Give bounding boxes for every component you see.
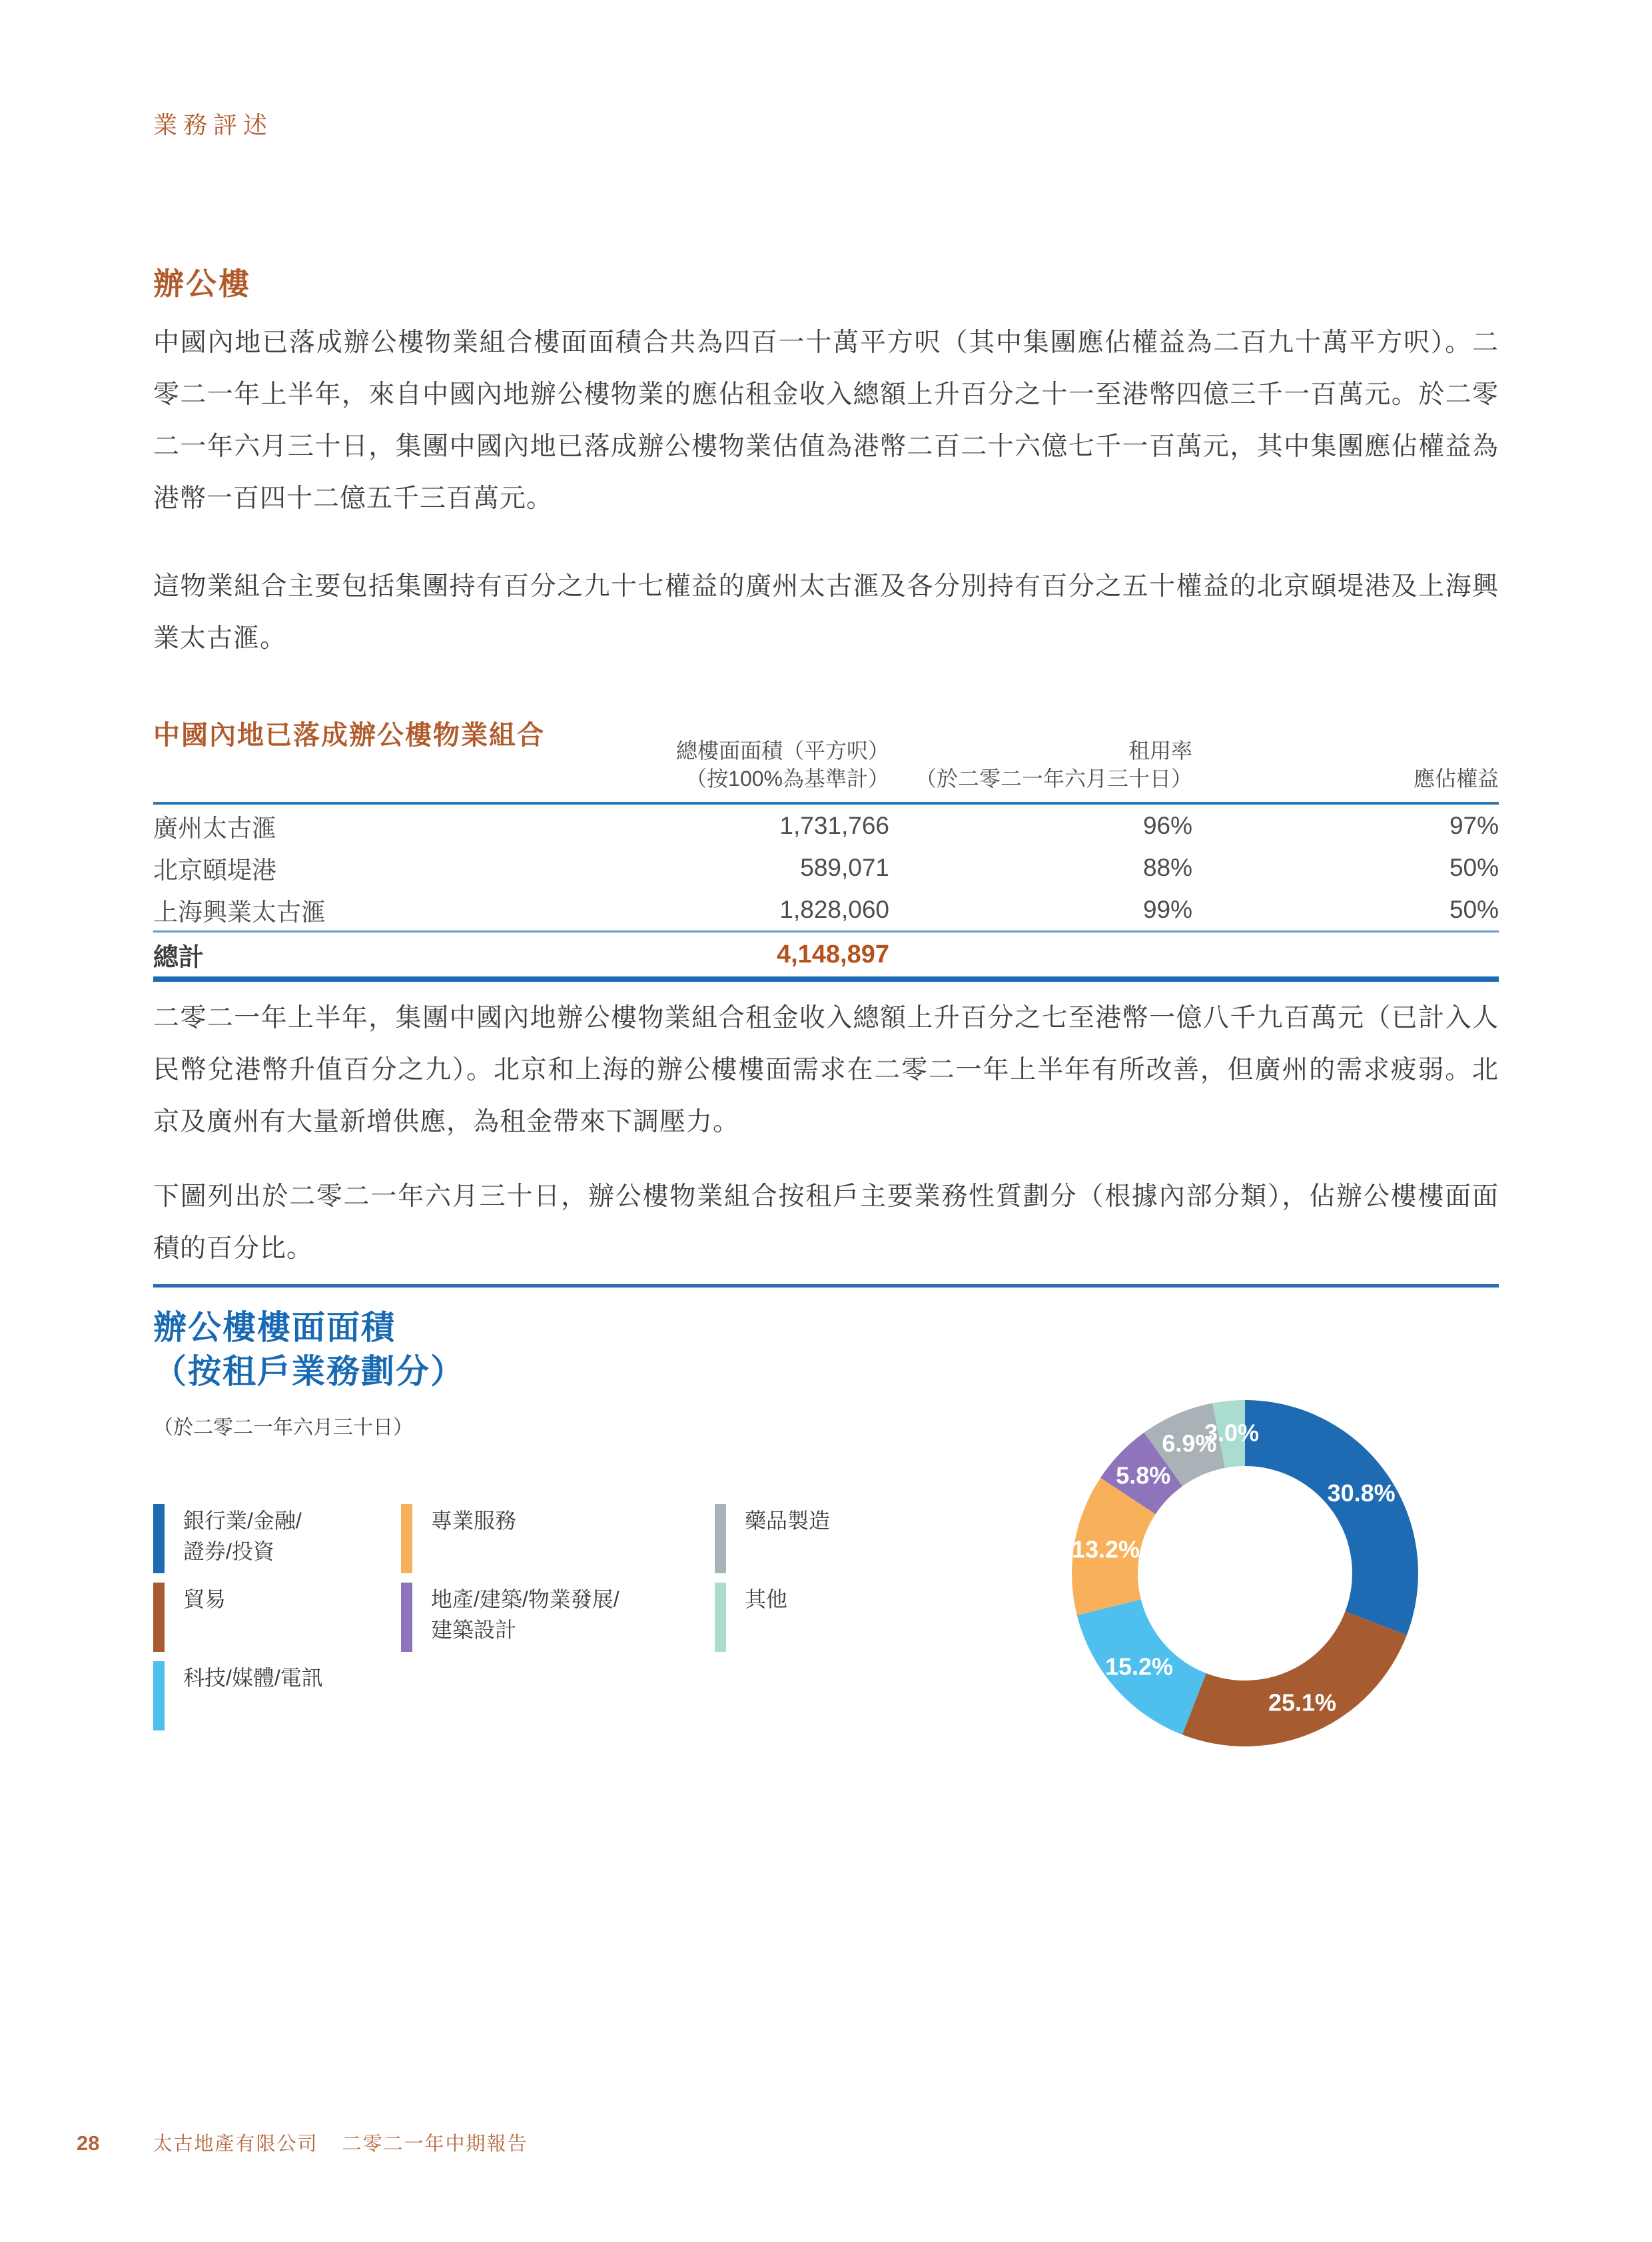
table-title: 中國內地已落成辦公樓物業組合 bbox=[153, 721, 545, 750]
table-header-interest: 應佔權益 bbox=[1413, 767, 1499, 791]
table-header-gfa: 總樓面面積（平方呎） （按100%為基準計） bbox=[675, 739, 889, 791]
legend-item bbox=[153, 1504, 401, 1573]
legend-column bbox=[153, 1504, 401, 1730]
legend-swatch bbox=[715, 1583, 726, 1652]
legend-column bbox=[715, 1504, 995, 1730]
property-name: 上海興業太古滙 bbox=[153, 898, 326, 926]
legend-item bbox=[401, 1504, 715, 1573]
interest-value: 50% bbox=[1449, 895, 1499, 923]
occupancy-value: 96% bbox=[1142, 811, 1192, 839]
legend-swatch bbox=[401, 1504, 412, 1573]
portfolio-table bbox=[153, 737, 1499, 982]
gfa-value: 589,071 bbox=[800, 853, 889, 881]
page-header: 業務評述 bbox=[153, 111, 274, 139]
table-row bbox=[153, 889, 1499, 931]
interest-value: 50% bbox=[1449, 853, 1499, 881]
occupancy-value: 99% bbox=[1142, 895, 1192, 923]
paragraph-4: 下圖列出於二零二一年六月三十日，辦公樓物業組合按租戶主要業務性質劃分（根據內部分類），佔辦公樓樓面面積的百分比。 bbox=[153, 1182, 1499, 1263]
table-row bbox=[153, 805, 1499, 847]
section-title: 辦公樓 bbox=[153, 266, 251, 301]
interest-value: 97% bbox=[1449, 811, 1499, 839]
paragraph-1: 中國內地已落成辦公樓物業組合樓面面積合共為四百一十萬平方呎（其中集團應佔權益為二百九十萬平方呎）。二零二一年上半年，來自中國內地辦公樓物業的應佔租金收入總額上升百分之十一至港幣四億三千一百萬元。於二零二一年六月三十日，集團中國內地已落成辦公樓物業估值為港幣二百二十六億七千一百萬元，其中集團應佔權益為港幣一百四十二億五千三百萬元。 bbox=[153, 328, 1499, 513]
donut-slice bbox=[1245, 1400, 1418, 1635]
page-number: 28 bbox=[77, 2131, 100, 2155]
legend-column bbox=[401, 1504, 715, 1730]
legend-item bbox=[153, 1661, 401, 1730]
donut-slice-label: 15.2% bbox=[1104, 1653, 1174, 1681]
section-divider-line bbox=[153, 1284, 1499, 1288]
chart-section bbox=[153, 1306, 1499, 1785]
donut-slice-label: 6.9% bbox=[1162, 1429, 1217, 1457]
paragraph-2: 這物業組合主要包括集團持有百分之九十七權益的廣州太古滙及各分別持有百分之五十權益的北京頤堤港及上海興業太古滙。 bbox=[153, 572, 1499, 653]
table-header-empty bbox=[153, 737, 526, 793]
donut-slice-label: 5.8% bbox=[1116, 1461, 1171, 1489]
footer-report-title: 二零二一年中期報告 bbox=[342, 2133, 528, 2155]
legend-label: 地產/建築/物業發展/ 建築設計 bbox=[431, 1587, 620, 1642]
legend-item bbox=[401, 1583, 715, 1652]
legend-swatch bbox=[153, 1583, 165, 1652]
gfa-value: 1,828,060 bbox=[779, 895, 889, 923]
total-label: 總計 bbox=[153, 943, 205, 972]
donut-slice-label: 13.2% bbox=[1071, 1535, 1140, 1563]
paragraph-3: 二零二一年上半年，集團中國內地辦公樓物業組合租金收入總額上升百分之七至港幣一億八千九百萬元（已計入人民幣兌港幣升值百分之九）。北京和上海的辦公樓樓面需求在二零二一年上半年有所改善，但廣州的需求疲弱。北京及廣州有大量新增供應，為租金帶來下調壓力。 bbox=[153, 1004, 1499, 1136]
chart-legend bbox=[153, 1504, 1019, 1730]
legend-item bbox=[715, 1583, 995, 1652]
donut-chart-svg bbox=[1065, 1393, 1425, 1753]
table-row bbox=[153, 847, 1499, 889]
table-rule-bottom bbox=[153, 976, 1499, 982]
table-header-occupancy: 租用率 （於二零二一年六月三十日） bbox=[915, 739, 1192, 791]
legend-label: 貿易 bbox=[183, 1587, 226, 1611]
legend-swatch bbox=[715, 1504, 726, 1573]
legend-label: 藥品製造 bbox=[745, 1509, 831, 1533]
property-name: 北京頤堤港 bbox=[153, 856, 276, 884]
donut-slice bbox=[1182, 1611, 1407, 1746]
donut-chart bbox=[1065, 1393, 1425, 1753]
legend-swatch bbox=[401, 1583, 412, 1652]
table-total-row bbox=[153, 933, 1499, 976]
legend-label: 銀行業/金融/ 證券/投資 bbox=[183, 1509, 302, 1563]
footer-company: 太古地產有限公司 bbox=[153, 2133, 318, 2155]
page-footer bbox=[77, 2129, 528, 2156]
donut-slice-label: 30.8% bbox=[1327, 1479, 1396, 1507]
gfa-value: 1,731,766 bbox=[779, 811, 889, 839]
legend-label: 專業服務 bbox=[431, 1509, 517, 1533]
legend-item bbox=[715, 1504, 995, 1573]
donut-slice-label: 3.0% bbox=[1204, 1419, 1260, 1447]
total-gfa-value: 4,148,897 bbox=[776, 940, 889, 968]
chart-subtitle: （於二零二一年六月三十日） bbox=[153, 1417, 413, 1439]
occupancy-value: 88% bbox=[1142, 853, 1192, 881]
legend-label: 科技/媒體/電訊 bbox=[183, 1666, 323, 1690]
legend-item bbox=[153, 1583, 401, 1652]
property-name: 廣州太古滙 bbox=[153, 814, 276, 842]
table-header-row bbox=[153, 737, 1499, 793]
legend-swatch bbox=[153, 1661, 165, 1730]
chart-title: 辦公樓樓面面積 （按租戶業務劃分） bbox=[153, 1309, 465, 1390]
legend-label: 其他 bbox=[745, 1587, 788, 1611]
donut-slice-label: 25.1% bbox=[1268, 1688, 1337, 1716]
legend-swatch bbox=[153, 1504, 165, 1573]
